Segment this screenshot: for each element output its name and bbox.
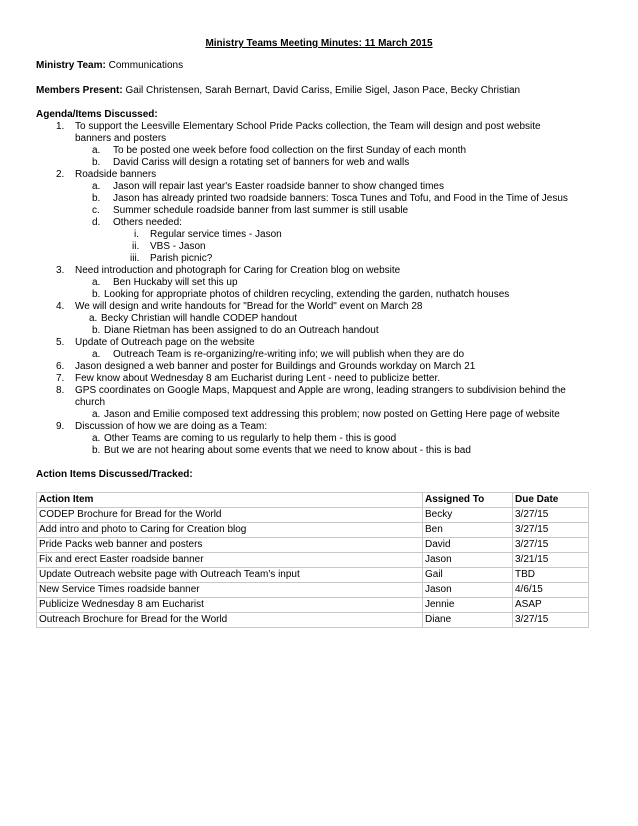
due-date-cell: TBD: [513, 568, 589, 583]
agenda-subsub-number: iii.: [130, 253, 140, 264]
agenda-item-text: Update of Outreach page on the website: [75, 337, 255, 348]
assigned-to-cell: Diane: [423, 613, 513, 628]
agenda-sub-number: a.: [89, 313, 98, 324]
assigned-to-cell: Jason: [423, 553, 513, 568]
action-item-cell: Update Outreach website page with Outreach Team's input: [37, 568, 423, 583]
agenda-subsub-number: i.: [134, 229, 139, 240]
table-row: [37, 598, 589, 613]
agenda-sub-number: b.: [92, 157, 101, 168]
agenda-subsub-text: VBS - Jason: [150, 241, 206, 252]
agenda-item-text: Discussion of how we are doing as a Team:: [75, 421, 268, 432]
agenda-sub-text: Other Teams are coming to us regularly to help them - this is good: [104, 433, 397, 444]
action-item-cell: New Service Times roadside banner: [37, 583, 423, 598]
agenda-subsub-number: ii.: [132, 241, 140, 252]
due-date-cell: 3/27/15: [513, 508, 589, 523]
action-item-cell: Pride Packs web banner and posters: [37, 538, 423, 553]
agenda-sub-text: Jason and Emilie composed text addressing this problem; now posted on Getting Here page of website: [104, 409, 560, 420]
ministry-team-value: Communications: [108, 60, 184, 71]
members-present-label: Members Present:: [36, 85, 123, 96]
agenda-item-text: Few know about Wednesday 8 am Eucharist during Lent - need to publicize better.: [75, 373, 441, 384]
agenda-sub-number: a.: [92, 277, 101, 288]
due-date-cell: 3/27/15: [513, 523, 589, 538]
agenda-item-text: banners and posters: [75, 133, 167, 144]
column-header: Assigned To: [423, 493, 513, 508]
table-row: [37, 523, 589, 538]
ministry-team-line: [36, 60, 183, 72]
agenda-item-text: GPS coordinates on Google Maps, Mapquest and Apple are wrong, leading strangers to subdivision behind the: [75, 385, 566, 396]
table-row: [37, 613, 589, 628]
agenda-number: 2.: [56, 169, 65, 180]
agenda-sub-number: b.: [92, 325, 101, 336]
due-date-cell: ASAP: [513, 598, 589, 613]
agenda-sub-text: Summer schedule roadside banner from last summer is still usable: [113, 205, 409, 216]
table-row: [37, 508, 589, 523]
agenda-sub-text: David Cariss will design a rotating set of banners for web and walls: [113, 157, 410, 168]
agenda-sub-text: Jason will repair last year's Easter roadside banner to show changed times: [113, 181, 444, 192]
due-date-cell: 3/21/15: [513, 553, 589, 568]
members-present-line: [36, 85, 520, 97]
agenda-sub-number: c.: [92, 205, 100, 216]
agenda-item-text: Jason designed a web banner and poster for Buildings and Grounds workday on March 21: [75, 361, 476, 372]
assigned-to-cell: Jennie: [423, 598, 513, 613]
agenda-sub-text: Diane Rietman has been assigned to do an Outreach handout: [104, 325, 379, 336]
action-item-cell: Outreach Brochure for Bread for the World: [37, 613, 423, 628]
agenda-number: 9.: [56, 421, 65, 432]
agenda-number: 7.: [56, 373, 65, 384]
action-item-cell: Fix and erect Easter roadside banner: [37, 553, 423, 568]
agenda-sub-text: Outreach Team is re-organizing/re-writing info; we will publish when they are do: [113, 349, 465, 360]
agenda-sub-number: d.: [92, 217, 101, 228]
members-present-value: Gail Christensen, Sarah Bernart, David Cariss, Emilie Sigel, Jason Pace, Becky Christian: [125, 85, 521, 96]
agenda-sub-text: Jason has already printed two roadside banners: Tosca Tunes and Tofu, and Food in the Time of Jesus: [113, 193, 568, 204]
agenda-sub-number: a.: [92, 145, 101, 156]
agenda-number: 5.: [56, 337, 65, 348]
agenda-sub-text: Becky Christian will handle CODEP handout: [101, 313, 298, 324]
action-item-cell: CODEP Brochure for Bread for the World: [37, 508, 423, 523]
due-date-cell: 3/27/15: [513, 538, 589, 553]
agenda-sub-number: a.: [92, 409, 101, 420]
agenda-number: 4.: [56, 301, 65, 312]
action-items-table: [36, 492, 589, 628]
assigned-to-cell: Jason: [423, 583, 513, 598]
agenda-subsub-text: Regular service times - Jason: [150, 229, 282, 240]
agenda-heading: Agenda/Items Discussed:: [36, 109, 158, 120]
agenda-sub-number: a.: [92, 433, 101, 444]
agenda-sub-text: But we are not hearing about some events that we need to know about - this is bad: [104, 445, 471, 456]
table-row: [37, 568, 589, 583]
table-row: [37, 538, 589, 553]
agenda-sub-number: a.: [92, 181, 101, 192]
agenda-sub-number: a.: [92, 349, 101, 360]
due-date-cell: 3/27/15: [513, 613, 589, 628]
table-header-row: [37, 493, 589, 508]
assigned-to-cell: David: [423, 538, 513, 553]
table-row: [37, 553, 589, 568]
agenda-number: 6.: [56, 361, 65, 372]
column-header: Action Item: [37, 493, 423, 508]
agenda-sub-number: b.: [92, 445, 101, 456]
agenda-sub-text: Ben Huckaby will set this up: [113, 277, 238, 288]
agenda-sub-text: Looking for appropriate photos of children recycling, extending the garden, nuthatch houses: [104, 289, 510, 300]
agenda-item-text: To support the Leesville Elementary School Pride Packs collection, the Team will design and post website: [75, 121, 541, 132]
agenda-sub-number: b.: [92, 289, 101, 300]
agenda-number: 1.: [56, 121, 65, 132]
table-row: [37, 583, 589, 598]
action-items-heading: Action Items Discussed/Tracked:: [36, 469, 193, 480]
assigned-to-cell: Ben: [423, 523, 513, 538]
agenda-item-text: church: [75, 397, 106, 408]
agenda-number: 3.: [56, 265, 65, 276]
agenda-number: 8.: [56, 385, 65, 396]
assigned-to-cell: Becky: [423, 508, 513, 523]
agenda-item-text: We will design and write handouts for "Bread for the World" event on March 28: [75, 301, 423, 312]
page-title: Ministry Teams Meeting Minutes: 11 March 2015: [205, 38, 433, 49]
agenda-sub-text: To be posted one week before food collection on the first Sunday of each month: [113, 145, 467, 156]
agenda-sub-text: Others needed:: [113, 217, 182, 228]
agenda-item-text: Need introduction and photograph for Caring for Creation blog on website: [75, 265, 401, 276]
agenda-subsub-text: Parish picnic?: [150, 253, 213, 264]
assigned-to-cell: Gail: [423, 568, 513, 583]
action-item-cell: Publicize Wednesday 8 am Eucharist: [37, 598, 423, 613]
action-item-cell: Add intro and photo to Caring for Creation blog: [37, 523, 423, 538]
agenda-sub-number: b.: [92, 193, 101, 204]
due-date-cell: 4/6/15: [513, 583, 589, 598]
agenda-item-text: Roadside banners: [75, 169, 157, 180]
ministry-team-label: Ministry Team:: [36, 60, 106, 71]
column-header: Due Date: [513, 493, 589, 508]
